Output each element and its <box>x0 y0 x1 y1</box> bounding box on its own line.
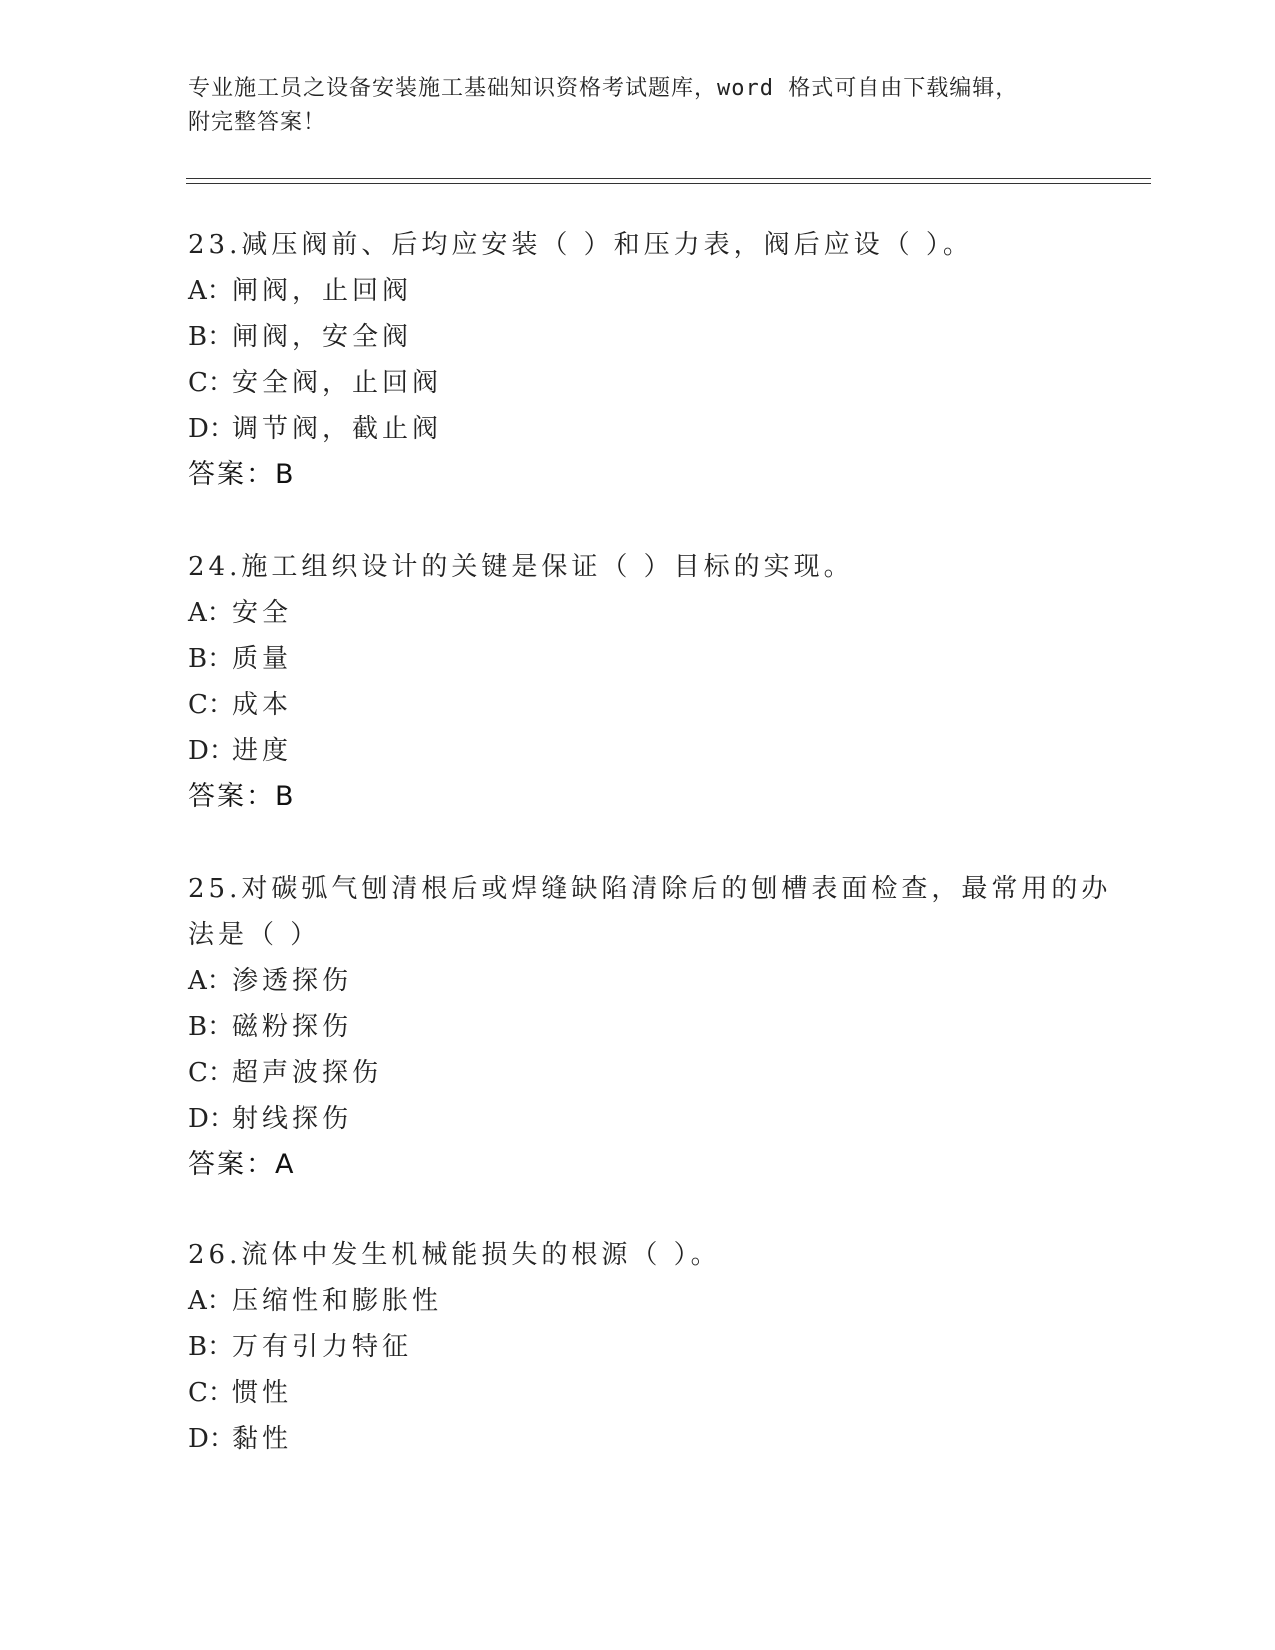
document-header <box>188 72 1088 140</box>
option-a: A：压缩性和膨胀性 <box>188 1286 443 1316</box>
header-line-1: 专业施工员之设备安装施工基础知识资格考试题库，word 格式可自由下载编辑， <box>188 76 1019 101</box>
question-25 <box>188 866 1111 1188</box>
option-b: B：质量 <box>188 644 293 674</box>
question-stem: 24.施工组织设计的关键是保证（ ）目标的实现。 <box>188 552 854 582</box>
option-c: C：安全阀，止回阀 <box>188 368 443 398</box>
question-stem-line-2: 法是（ ） <box>188 920 321 950</box>
question-23 <box>188 222 973 498</box>
option-c: C：超声波探伤 <box>188 1058 383 1088</box>
option-d: D：调节阀，截止阀 <box>188 414 443 444</box>
header-divider-bottom <box>186 183 1151 184</box>
answer-line: 答案：B <box>188 459 296 490</box>
answer-line: 答案：B <box>188 781 296 812</box>
question-24 <box>188 544 854 820</box>
option-d: D：进度 <box>188 736 293 766</box>
header-divider-top <box>186 178 1151 179</box>
option-b: B：闸阀，安全阀 <box>188 322 413 352</box>
option-c: C：成本 <box>188 690 293 720</box>
header-line-2: 附完整答案！ <box>188 110 327 135</box>
option-c: C：惯性 <box>188 1378 293 1408</box>
question-stem-line-1: 25.对碳弧气刨清根后或焊缝缺陷清除后的刨槽表面检查，最常用的办 <box>188 874 1112 904</box>
option-b: B：万有引力特征 <box>188 1332 413 1362</box>
option-b: B：磁粉探伤 <box>188 1012 353 1042</box>
option-a: A：闸阀，止回阀 <box>188 276 413 306</box>
answer-line: 答案：A <box>188 1149 296 1180</box>
option-d: D：黏性 <box>188 1424 293 1454</box>
option-a: A：安全 <box>188 598 293 628</box>
question-stem: 26.流体中发生机械能损失的根源（ ）。 <box>188 1240 721 1270</box>
question-26 <box>188 1232 721 1462</box>
option-a: A：渗透探伤 <box>188 966 353 996</box>
question-stem: 23.减压阀前、后均应安装（ ）和压力表，阀后应设（ ）。 <box>188 230 973 260</box>
option-d: D：射线探伤 <box>188 1104 353 1134</box>
